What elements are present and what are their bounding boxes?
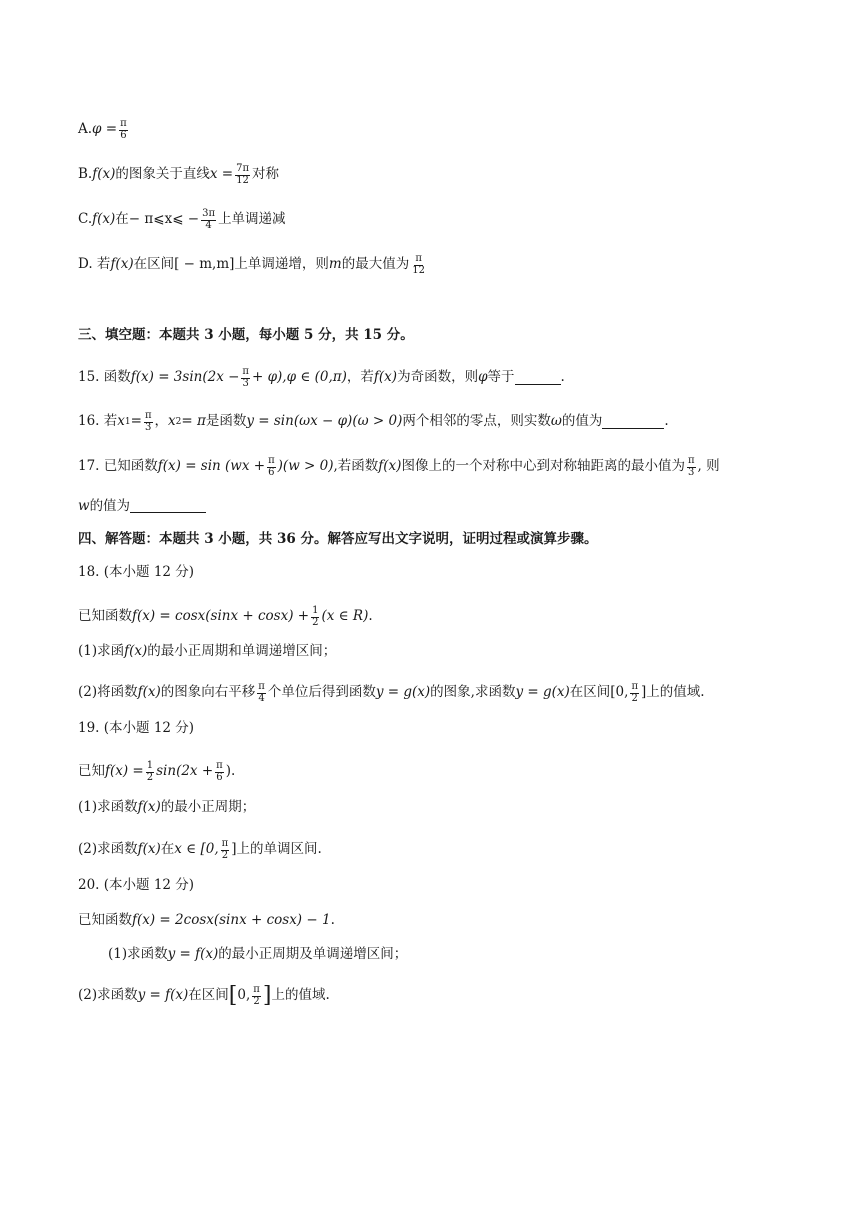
q17-text-3: 的值为 xyxy=(89,498,131,514)
frac-num: π xyxy=(631,681,639,692)
q20-p1-pre: (1)求函数 xyxy=(108,946,168,962)
option-c-func: f(x) xyxy=(92,211,116,228)
q18-p1-post: 的最小正周期和单调递增区间； xyxy=(147,643,337,659)
q19-p2-pre: (2)求函数 xyxy=(78,841,138,858)
frac-num: π xyxy=(415,253,422,264)
option-b-label: B. xyxy=(78,166,93,183)
q20-zero: 0, xyxy=(237,987,251,1004)
q18-fraction xyxy=(311,606,319,628)
q18-p2-fraction-2 xyxy=(630,682,639,704)
q20-right-bracket: ] xyxy=(262,983,272,1008)
q16-eq1: = xyxy=(130,413,142,430)
q17-func: f(x) xyxy=(378,458,402,475)
q20-p2-pre: (2)求函数 xyxy=(78,987,138,1004)
frac-den: 3 xyxy=(688,466,695,478)
frac-den: 3 xyxy=(145,421,152,433)
q20-formula: f(x) = 2cosx(sinx + cosx) − 1 xyxy=(132,912,331,928)
q17-w: w xyxy=(78,498,90,514)
q18-end: . xyxy=(368,608,373,625)
q19-formula-2: sin(2x + xyxy=(156,763,214,780)
option-d xyxy=(78,254,428,276)
option-b-text: 的图象关于直线 xyxy=(115,166,210,183)
frac-den: 6 xyxy=(216,771,223,783)
frac-num: 7π xyxy=(236,163,250,174)
q17-text-2: 图像上的一个对称中心到对称轴距离的最小值为 xyxy=(401,458,685,475)
q19-end: ). xyxy=(225,763,236,780)
q17-label: 17. 已知函数 xyxy=(78,458,158,475)
q16-omega: ω xyxy=(550,413,562,430)
q19-p2-x: x ∈ [0, xyxy=(174,841,219,858)
q16-formula: y = sin(ωx − φ)(ω > 0) xyxy=(246,413,403,430)
section-4-title: 四、解答题：本题共 3 小题，共 36 分。解答应写出文字说明，证明过程或演算步骤。 xyxy=(78,531,598,547)
frac-num: π xyxy=(242,366,249,377)
option-b-fraction xyxy=(235,164,250,186)
frac-den: 4 xyxy=(205,219,212,231)
q18-part-1 xyxy=(78,645,336,659)
option-a-label: A. xyxy=(78,121,93,138)
frac-num: 1 xyxy=(312,605,319,616)
q18-stem-pre: 已知函数 xyxy=(78,608,132,625)
question-15 xyxy=(78,367,565,389)
q18-p1-pre: (1)求函 xyxy=(78,643,125,659)
frac-num: 1 xyxy=(146,760,154,771)
frac-num: π xyxy=(144,410,152,421)
frac-den: 3 xyxy=(242,377,249,389)
q15-label: 15. 函数 xyxy=(78,369,131,386)
q20-p2-text: 在区间 xyxy=(188,987,229,1004)
q18-p2-text-3: 的图象,求函数 xyxy=(430,684,516,701)
frac-num: π xyxy=(258,681,265,692)
q18-part-2 xyxy=(78,682,705,704)
q18-domain: (x ∈ R) xyxy=(321,608,369,625)
q15-phi: φ xyxy=(478,369,488,386)
option-b-post: 对称 xyxy=(252,166,280,183)
q19-p1-func: f(x) xyxy=(137,799,161,815)
option-c-label: C. xyxy=(78,211,93,228)
q15-post: 等于 xyxy=(487,369,515,386)
q19-p1-pre: (1)求函数 xyxy=(78,799,138,815)
q18-p2-g2: y = g(x) xyxy=(515,684,570,701)
frac-num: π xyxy=(216,760,223,771)
q15-fraction xyxy=(241,367,250,389)
option-d-label: D. 若 xyxy=(78,256,111,273)
q19-part-2 xyxy=(78,839,322,861)
q18-p2-func: f(x) xyxy=(137,684,161,701)
q18-p2-text-4: 在区间[0, xyxy=(569,684,629,701)
q18-p2-text-2: 个单位后得到函数 xyxy=(267,684,376,701)
q16-fraction xyxy=(144,411,153,433)
q16-x2: x xyxy=(168,413,176,430)
q17-answer-blank[interactable] xyxy=(130,500,206,513)
question-17-cont xyxy=(78,500,206,514)
q17-text: ,若函数 xyxy=(333,458,379,475)
frac-num: π xyxy=(687,455,695,466)
q16-eq2: = π xyxy=(181,413,206,430)
option-c-post: 上单调递减 xyxy=(218,211,286,228)
q16-post: 的值为 xyxy=(561,413,603,430)
q15-answer-blank[interactable] xyxy=(515,372,561,385)
q20-p2-fraction xyxy=(252,985,261,1007)
q17-fraction xyxy=(267,456,276,478)
q18-p1-func: f(x) xyxy=(124,643,148,659)
q20-p2-post: 上的值域. xyxy=(271,987,330,1004)
frac-den: 2 xyxy=(312,616,319,628)
q17-fraction-2 xyxy=(687,456,696,478)
q18-stem xyxy=(78,606,373,628)
section-3-title: 三、填空题：本题共 3 小题，每小题 5 分，共 15 分。 xyxy=(78,327,414,343)
q17-formula: f(x) = sin (wx + xyxy=(157,458,266,475)
q18-p2-pre: (2)将函数 xyxy=(78,684,138,701)
q17-formula-2: )(w > 0) xyxy=(277,458,334,475)
option-a xyxy=(78,119,130,141)
q19-p2-fraction xyxy=(221,839,230,861)
q19-p2-post: ]上的单调区间. xyxy=(231,841,322,858)
q15-end: . xyxy=(560,369,565,386)
option-c-text: 在− π⩽x⩽ − xyxy=(115,211,200,228)
q19-stem xyxy=(78,761,235,783)
question-17 xyxy=(78,456,720,478)
q20-end: . xyxy=(330,912,335,928)
option-d-var: m xyxy=(328,256,342,273)
q18-head: 18. (本小题 12 分) xyxy=(78,564,195,580)
frac-den: 2 xyxy=(631,692,638,704)
frac-num: π xyxy=(221,838,229,849)
q17-end: , 则 xyxy=(697,458,720,475)
q18-p2-text: 的图象向右平移 xyxy=(160,684,256,701)
q20-p1-post: 的最小正周期及单调递增区间； xyxy=(218,946,408,962)
frac-den: 6 xyxy=(120,129,127,141)
option-b-func: f(x) xyxy=(92,166,116,183)
q19-formula: f(x) = xyxy=(105,763,144,780)
frac-den: 12 xyxy=(236,174,249,186)
frac-num: 3π xyxy=(202,208,216,219)
q19-head: 19. (本小题 12 分) xyxy=(78,720,195,736)
q16-sub2: 2 xyxy=(175,416,182,427)
option-d-fraction xyxy=(411,254,426,276)
frac-den: 2 xyxy=(146,771,154,783)
option-c xyxy=(78,209,286,231)
frac-den: 4 xyxy=(258,692,265,704)
q18-p2-g: y = g(x) xyxy=(375,684,431,701)
q16-sub1: 1 xyxy=(124,416,131,427)
q20-stem-pre: 已知函数 xyxy=(78,912,132,928)
q19-fraction-2 xyxy=(215,761,224,783)
q20-part-1 xyxy=(108,948,407,962)
frac-den: 12 xyxy=(412,264,425,276)
frac-num: π xyxy=(120,118,127,129)
option-d-func: f(x) xyxy=(110,256,134,273)
q20-stem xyxy=(78,914,335,928)
q20-p1-func: y = f(x) xyxy=(167,946,219,962)
q15-func: f(x) xyxy=(373,369,398,386)
q20-left-bracket: [ xyxy=(228,983,238,1008)
q19-part-1 xyxy=(78,801,255,815)
q19-p1-post: 的最小正周期； xyxy=(160,799,256,815)
frac-num: π xyxy=(253,984,260,995)
frac-den: 2 xyxy=(221,849,229,861)
frac-num: π xyxy=(268,455,275,466)
frac-den: 6 xyxy=(268,466,275,478)
q19-stem-pre: 已知 xyxy=(78,763,105,780)
q16-label: 16. 若 xyxy=(78,413,118,430)
option-d-text2: 的最大值为 xyxy=(341,256,410,273)
q20-part-2 xyxy=(78,985,330,1007)
q15-text-2: 为奇函数，则 xyxy=(397,369,479,386)
q18-p2-fraction xyxy=(257,682,266,704)
option-a-fraction xyxy=(119,119,128,141)
q16-text-2: 两个相邻的零点，则实数 xyxy=(402,413,551,430)
option-b xyxy=(78,164,279,186)
q15-text: ，若 xyxy=(346,369,374,386)
q16-x1: x xyxy=(117,413,125,430)
q20-p2-func: y = f(x) xyxy=(137,987,189,1004)
frac-den: 2 xyxy=(253,995,260,1007)
option-b-eq: x = xyxy=(209,166,234,183)
q19-fraction xyxy=(146,761,154,783)
option-a-formula: φ = xyxy=(92,121,118,138)
q18-formula: f(x) = cosx(sinx + cosx) + xyxy=(132,608,310,625)
q16-text: 是函数 xyxy=(205,413,247,430)
option-c-fraction xyxy=(201,209,216,231)
q19-p2-func: f(x) xyxy=(137,841,161,858)
q20-head: 20. (本小题 12 分) xyxy=(78,877,195,893)
q15-formula-2: + φ),φ ∈ (0,π) xyxy=(251,369,347,386)
option-d-text: 在区间[ − m,m]上单调递增，则 xyxy=(133,256,329,273)
q16-answer-blank[interactable] xyxy=(602,416,664,429)
q19-p2-text: 在 xyxy=(160,841,175,858)
q16-comma: ， xyxy=(154,413,169,430)
q15-formula: f(x) = 3sin(2x − xyxy=(130,369,240,386)
q16-end: . xyxy=(664,413,669,430)
q18-p2-post: ]上的值域. xyxy=(641,684,705,701)
question-16 xyxy=(78,411,669,433)
